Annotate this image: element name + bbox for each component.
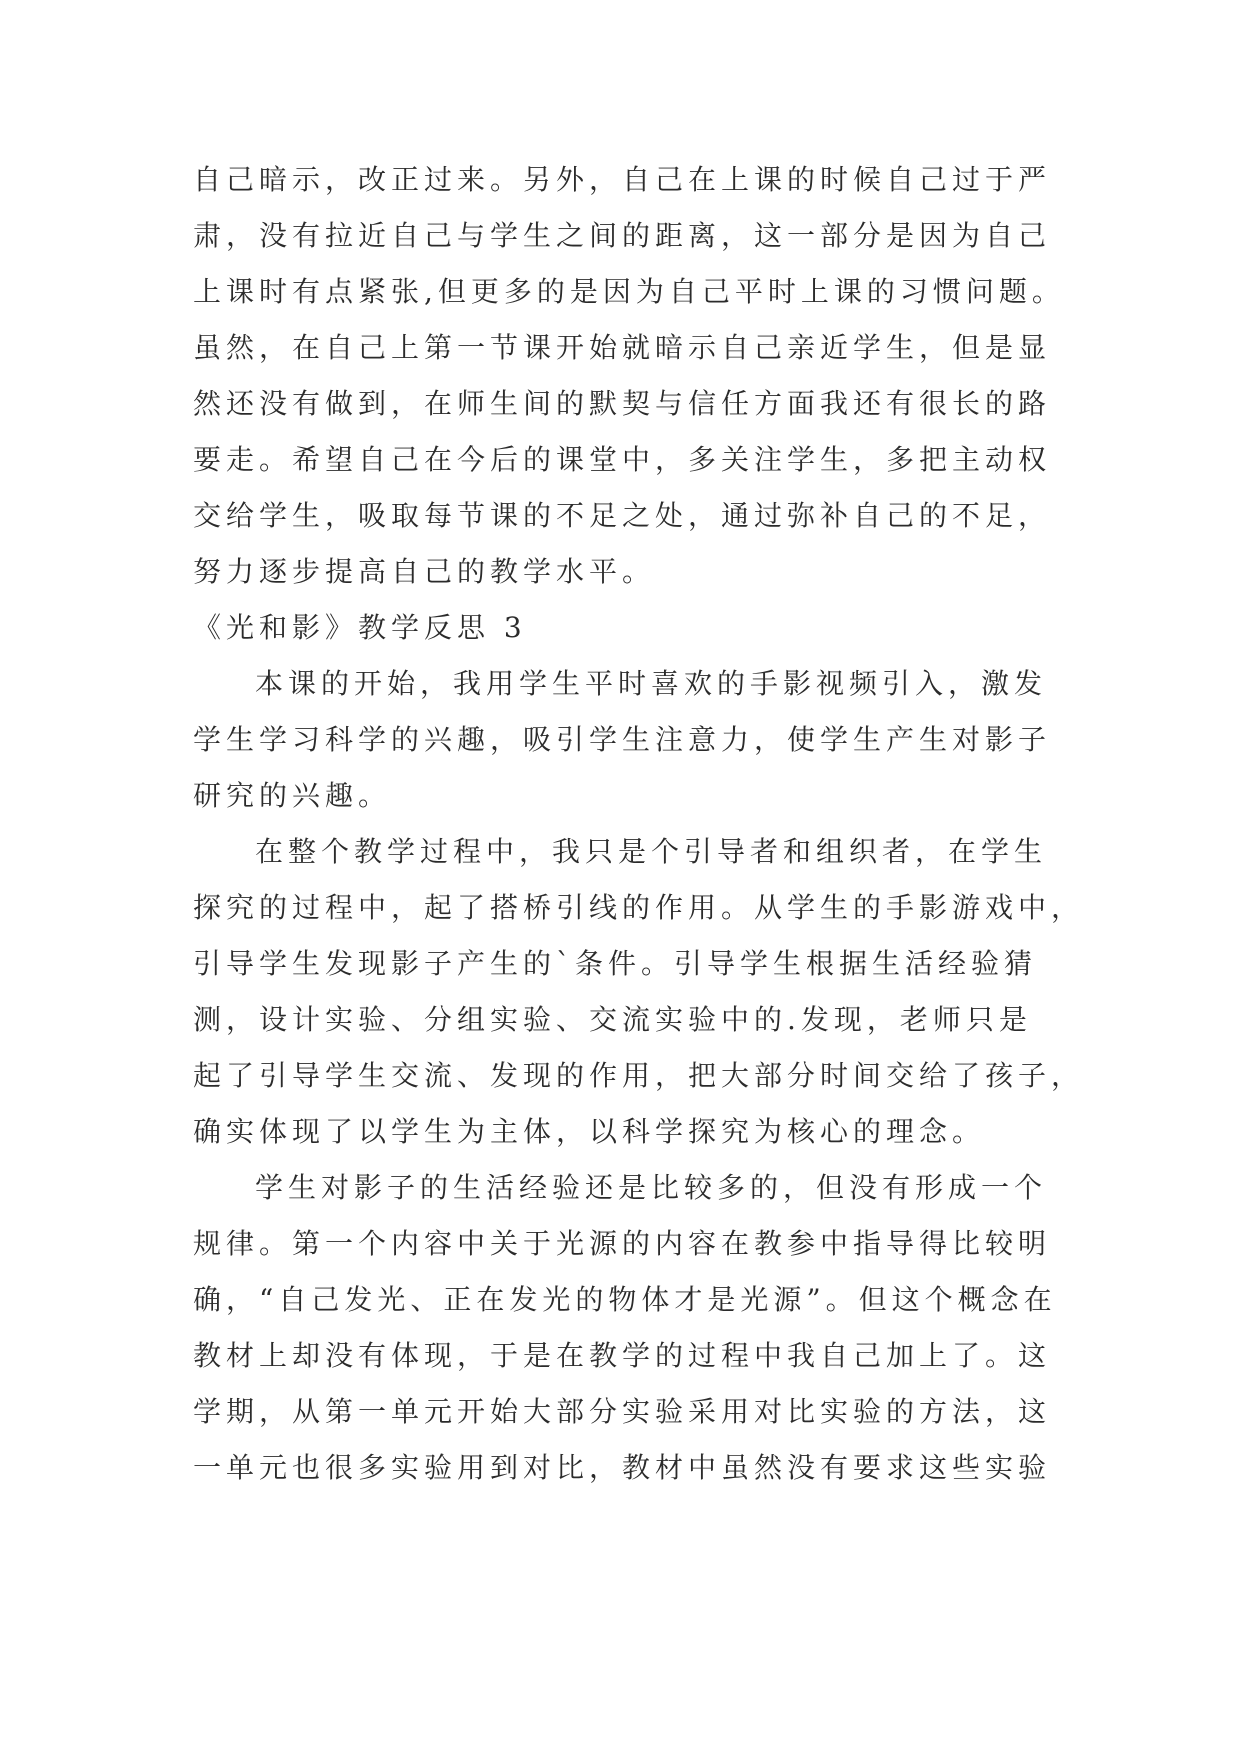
text-line: 研究的兴趣。: [193, 779, 392, 812]
text-line: 引导学生发现影子产生的`条件。引导学生根据生活经验猜: [193, 947, 1038, 980]
text-line: 规律。第一个内容中关于光源的内容在教参中指导得比较明: [193, 1227, 1052, 1260]
text-line: 确实体现了以学生为主体，以科学探究为核心的理念。: [193, 1115, 986, 1148]
text-line: 学生学习科学的兴趣，吸引学生注意力，使学生产生对影子: [193, 723, 1052, 756]
text-line: 上课时有点紧张,但更多的是因为自己平时上课的习惯问题。: [193, 275, 1065, 308]
text-line: 教材上却没有体现，于是在教学的过程中我自己加上了。这: [193, 1339, 1052, 1372]
text-line: 肃，没有拉近自己与学生之间的距离，这一部分是因为自己: [193, 219, 1052, 252]
text-line: 一单元也很多实验用到对比，教材中虽然没有要求这些实验: [193, 1451, 1052, 1484]
text-line: 确，“自己发光、正在发光的物体才是光源”。但这个概念在: [193, 1283, 1057, 1316]
text-line: 然还没有做到，在师生间的默契与信任方面我还有很长的路: [193, 387, 1052, 420]
text-line: 要走。希望自己在今后的课堂中，多关注学生，多把主动权: [193, 443, 1052, 476]
text-line: 交给学生，吸取每节课的不足之处，通过弥补自己的不足，: [193, 499, 1052, 532]
text-line: 测，设计实验、分组实验、交流实验中的.发现，老师只是: [193, 1003, 1032, 1036]
document-body: [193, 152, 1093, 1496]
text-line: 虽然，在自己上第一节课开始就暗示自己亲近学生，但是显: [193, 331, 1052, 364]
text-line: 起了引导学生交流、发现的作用，把大部分时间交给了孩子，: [193, 1059, 1085, 1092]
text-line: 学期，从第一单元开始大部分实验采用对比实验的方法，这: [193, 1395, 1052, 1428]
text-line: 学生对影子的生活经验还是比较多的，但没有形成一个: [255, 1171, 1048, 1204]
text-line: 探究的过程中，起了搭桥引线的作用。从学生的手影游戏中，: [193, 891, 1085, 924]
text-line: 努力逐步提高自己的教学水平。: [193, 555, 656, 588]
text-line: 本课的开始，我用学生平时喜欢的手影视频引入，激发: [255, 667, 1048, 700]
text-line: 在整个教学过程中，我只是个引导者和组织者，在学生: [255, 835, 1048, 868]
section-heading: 《光和影》教学反思 3: [193, 611, 527, 644]
text-line: 自己暗示，改正过来。另外，自己在上课的时候自己过于严: [193, 163, 1052, 196]
